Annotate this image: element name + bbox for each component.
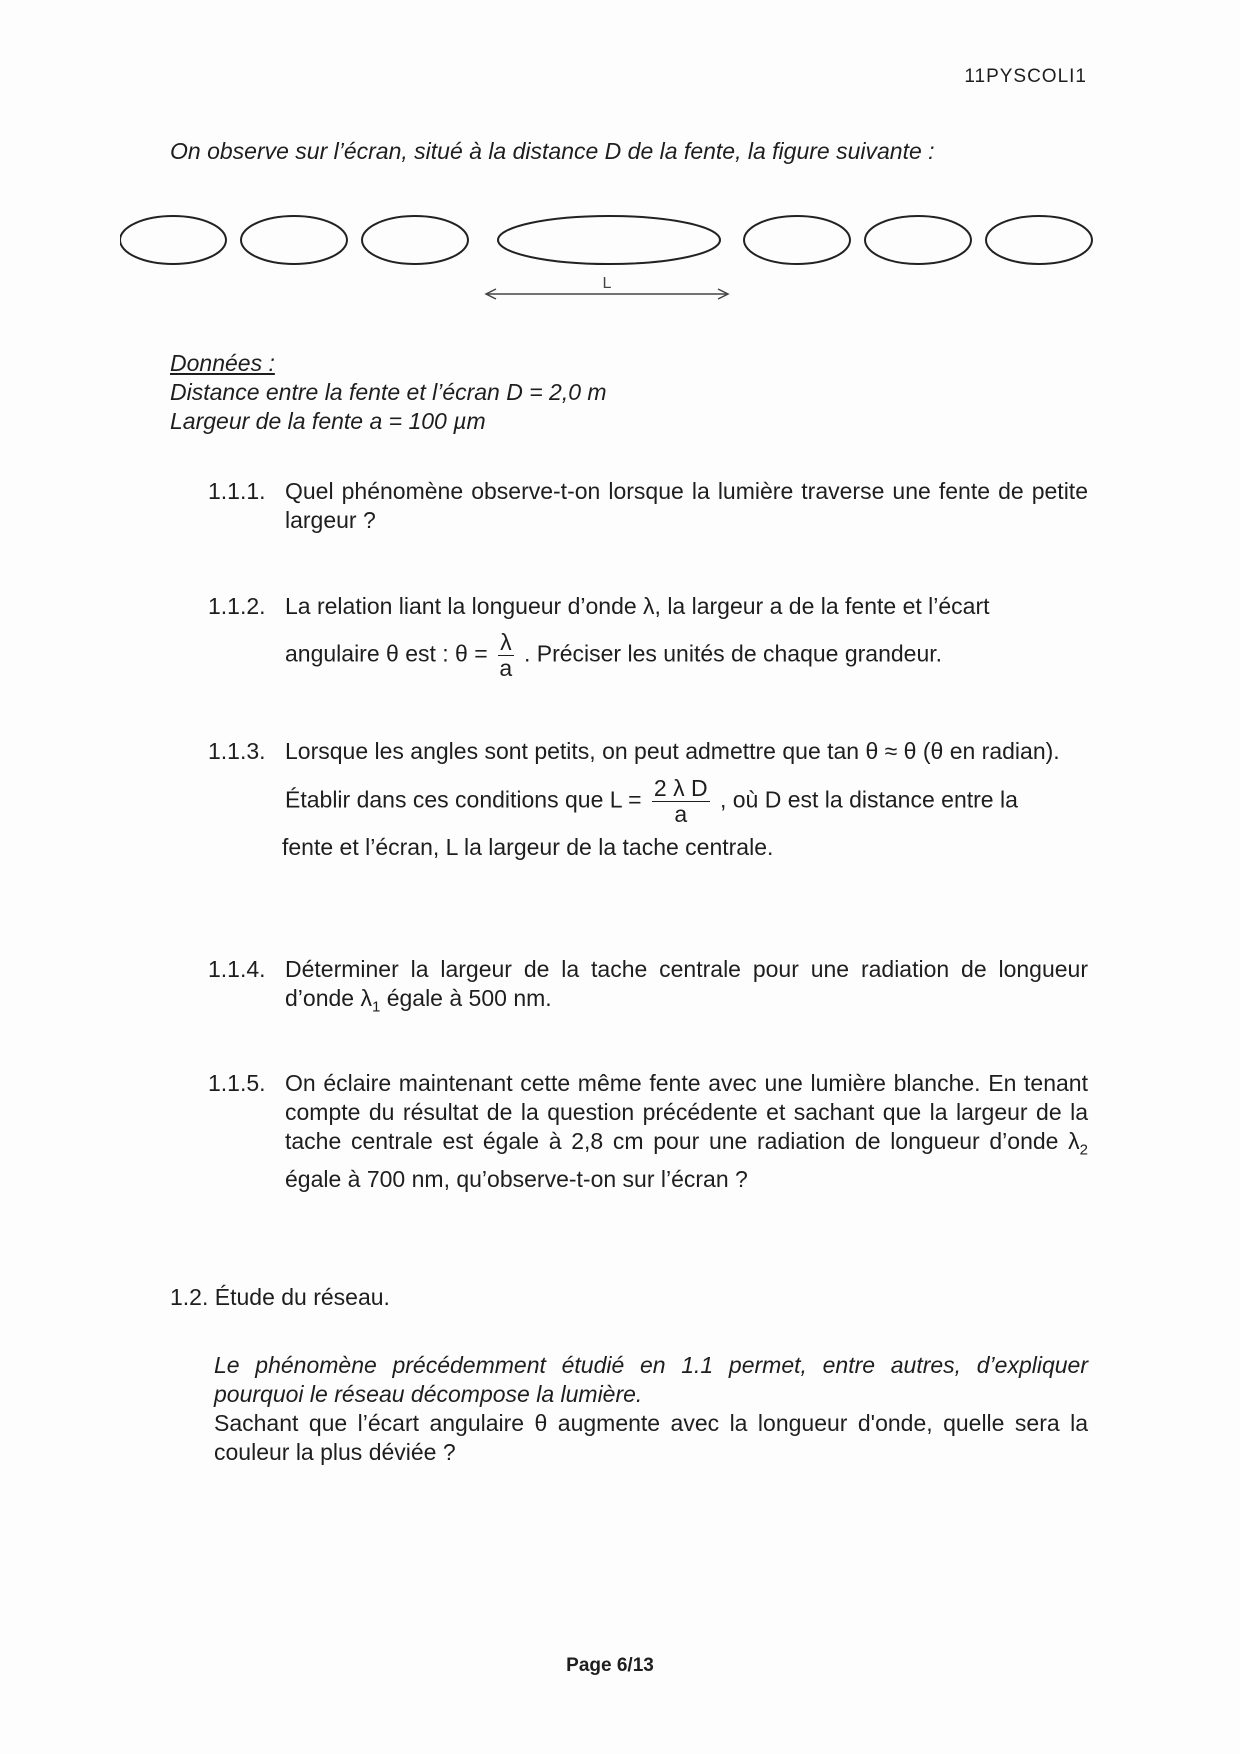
- question-text: On éclaire maintenant cette même fente avec une lumière blanche. En tenant compte du résultat de la question précédente et sachant que la largeur de la tache centrale est égale à 2,8 cm pour une radiation de longueur d’onde $\lambda_2$ égale à 700 nm, qu’observe-t-on sur l’écran ?: [285, 1070, 1088, 1192]
- question-number: 1.1.5.: [208, 1070, 266, 1096]
- central-spot: [498, 216, 720, 264]
- question-text: fente et l’écran, L la largeur de la tache centrale.: [282, 834, 774, 860]
- question-1-1-2: [208, 592, 1088, 681]
- question-text: Lorsque les angles sont petits, on peut admettre que tan θ ≈ θ (θ en radian).: [285, 738, 1060, 764]
- section-1-2-body: [214, 1351, 1088, 1467]
- diffraction-spot: [865, 216, 971, 264]
- fraction-numerator: 2 λ D: [653, 775, 708, 801]
- diffraction-spot: [241, 216, 347, 264]
- question-1-1-3: [208, 737, 1088, 862]
- fraction-denominator: a: [674, 801, 688, 827]
- intro-text: On observe sur l’écran, situé à la distance D de la fente, la figure suivante :: [170, 138, 935, 164]
- data-line-distance: Distance entre la fente et l’écran D = 2,0 m: [170, 379, 607, 405]
- question-number: 1.1.1.: [208, 478, 266, 504]
- width-label: L: [602, 275, 612, 292]
- diffraction-spot: [744, 216, 850, 264]
- question-text: angulaire θ est : θ =: [285, 640, 488, 667]
- question-text: Déterminer la largeur de la tache centrale pour une radiation de longueur d’onde $\lambda_1$ égale à 500 nm.: [285, 956, 1088, 1016]
- question-number: 1.1.3.: [208, 738, 266, 764]
- question-text: . Préciser les unités de chaque grandeur.: [523, 640, 943, 667]
- data-title: Données :: [170, 350, 275, 376]
- data-block: [170, 349, 607, 436]
- data-line-width: Largeur de la fente a = 100 µm: [170, 408, 486, 434]
- diffraction-spot: [120, 216, 226, 264]
- section-question: Sachant que l’écart angulaire θ augmente avec la longueur d'onde, quelle sera la couleur la plus déviée ?: [214, 1410, 1088, 1465]
- fraction-numerator: λ: [500, 629, 512, 655]
- section-title-1-2: 1.2. Étude du réseau.: [170, 1284, 390, 1310]
- question-1-1-1: [208, 477, 1088, 535]
- diffraction-figure: [120, 200, 1120, 310]
- subject-code: 11PYSCOLI1: [964, 66, 1087, 87]
- question-text: Établir dans ces conditions que L =: [285, 786, 642, 813]
- diffraction-spot: [986, 216, 1092, 264]
- fraction-2-lambda-d-over-a: [652, 776, 710, 827]
- page-number: Page 6/13: [566, 1655, 654, 1676]
- diffraction-spot: [362, 216, 468, 264]
- question-text: , où D est la distance entre la: [719, 786, 1018, 813]
- question-number: 1.1.2.: [208, 593, 266, 619]
- question-number: 1.1.4.: [208, 956, 266, 982]
- fraction-lambda-over-a: [498, 630, 514, 681]
- question-text: La relation liant la longueur d’onde λ, la largeur a de la fente et l’écart: [285, 593, 990, 619]
- question-1-1-4: [208, 955, 1088, 1022]
- fraction-denominator: a: [499, 655, 513, 681]
- question-1-1-5: [208, 1069, 1088, 1194]
- question-text: Quel phénomène observe-t-on lorsque la lumière traverse une fente de petite largeur ?: [285, 478, 1088, 533]
- section-italic-text: Le phénomène précédemment étudié en 1.1 permet, entre autres, d’expliquer pourquoi le réseau décompose la lumière.: [214, 1352, 1088, 1407]
